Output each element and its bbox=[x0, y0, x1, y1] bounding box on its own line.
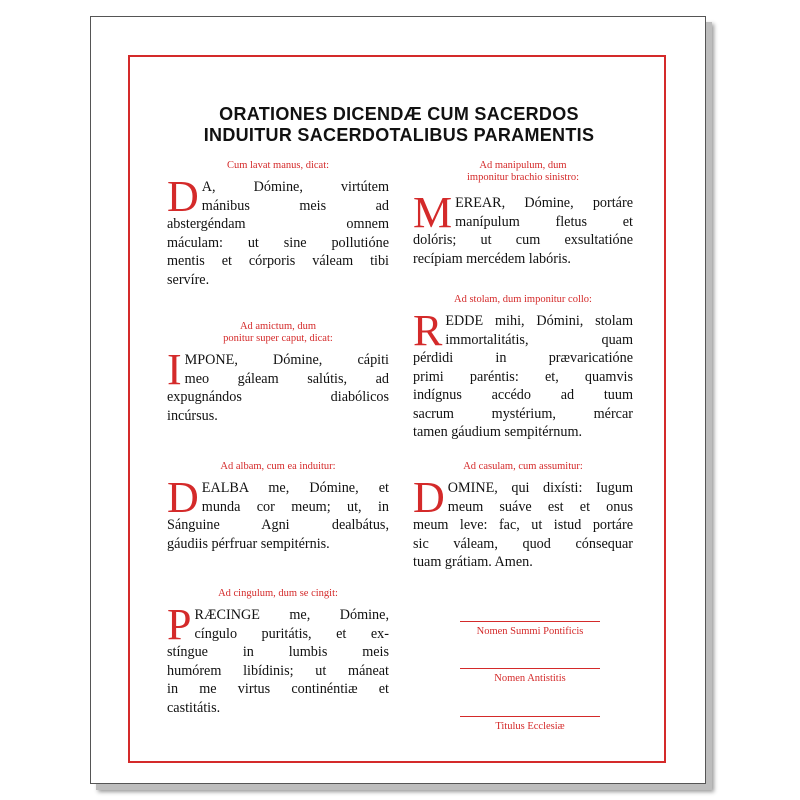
prayer-section-stole bbox=[413, 294, 633, 442]
signature-label: Nomen Summi Pontificis bbox=[476, 626, 584, 637]
rubric bbox=[413, 294, 633, 306]
prayer-text bbox=[413, 473, 633, 572]
page-title bbox=[130, 104, 668, 146]
prayer-line: OMINE, qui dixísti: Iugum bbox=[447, 480, 633, 496]
prayer-line: tamen gáudium sempitérnum. bbox=[413, 424, 583, 440]
prayer-line: tuam grátiam. Amen. bbox=[413, 554, 533, 570]
drop-cap: D bbox=[413, 473, 445, 522]
prayer-section-amice bbox=[167, 321, 389, 425]
rubric bbox=[167, 461, 389, 473]
prayer-line: meum leve: fac, ut istud portáre bbox=[413, 517, 633, 533]
prayer-line: cíngulo puritátis, et ex- bbox=[194, 625, 389, 642]
rubric bbox=[167, 588, 389, 600]
prayer-text bbox=[167, 600, 389, 717]
prayer-line: RÆCINGE me, Dómine, bbox=[194, 607, 389, 623]
red-border-frame bbox=[128, 55, 666, 763]
title-line-2: INDUITUR SACERDOTALIBUS PARAMENTIS bbox=[203, 125, 595, 145]
signature-bishop bbox=[460, 668, 600, 684]
drop-cap: D bbox=[167, 473, 199, 522]
drop-cap: M bbox=[413, 188, 453, 237]
prayer-text bbox=[413, 306, 633, 442]
rubric bbox=[167, 321, 389, 345]
rubric-line: Ad amictum, dum bbox=[239, 321, 317, 332]
rubric-line: Cum lavat manus, dicat: bbox=[226, 160, 330, 171]
prayer-line: castitátis. bbox=[167, 699, 221, 716]
drop-cap: P bbox=[167, 600, 192, 649]
signature-label: Titulus Ecclesiæ bbox=[495, 721, 565, 732]
prayer-section-chasuble bbox=[413, 461, 633, 572]
prayer-line: EREAR, Dómine, portáre bbox=[455, 195, 633, 211]
rubric-line: ponitur super caput, dicat: bbox=[223, 333, 333, 344]
prayer-line: sacrum mystérium, mércar bbox=[413, 405, 633, 422]
rubric-line: Ad albam, cum ea induitur: bbox=[220, 461, 336, 472]
prayer-line: primi paréntis: et, quamvis bbox=[413, 368, 633, 385]
prayer-line: EALBA me, Dómine, et bbox=[201, 480, 389, 496]
prayer-section-cincture bbox=[167, 588, 389, 717]
prayer-line: incúrsus. bbox=[167, 407, 218, 424]
prayer-text bbox=[167, 345, 389, 425]
prayer-line: mánibus meis ad bbox=[201, 197, 389, 214]
prayer-line: MPONE, Dómine, cápiti bbox=[184, 352, 389, 368]
prayer-line: meum suáve est et onus bbox=[447, 498, 633, 515]
drop-cap: I bbox=[167, 345, 182, 394]
prayer-line: gáudiis pérfruar sempitérnis. bbox=[167, 535, 330, 552]
prayer-line: manípulum fletus et bbox=[455, 213, 633, 230]
prayer-line: abstergéndam omnem bbox=[167, 216, 389, 232]
signature-rule bbox=[460, 668, 600, 669]
prayer-section-alb bbox=[167, 461, 389, 553]
prayer-line: EDDE mihi, Dómini, stolam bbox=[445, 313, 633, 329]
title-line-1: ORATIONES DICENDÆ CUM SACERDOS bbox=[219, 104, 579, 124]
prayer-section-maniple bbox=[413, 160, 633, 268]
prayer-text bbox=[167, 473, 389, 553]
prayer-line: munda cor meum; ut, in bbox=[201, 498, 389, 515]
drop-cap: D bbox=[167, 172, 199, 221]
prayer-line: recípiam mercédem labóris. bbox=[413, 250, 571, 267]
prayer-line: máculam: ut sine pollutióne bbox=[167, 234, 389, 251]
signature-label: Nomen Antistitis bbox=[494, 673, 566, 684]
drop-cap: R bbox=[413, 306, 443, 355]
prayer-line: mentis et córporis váleam tibi bbox=[167, 253, 389, 269]
prayer-line: pérdidi in prævaricatióne bbox=[413, 350, 633, 366]
prayer-line: immortalitátis, quam bbox=[445, 331, 633, 348]
signature-rule bbox=[460, 716, 600, 717]
signature-pontiff bbox=[460, 621, 600, 637]
prayer-line: dolóris; ut cum exsultatióne bbox=[413, 232, 633, 248]
rubric-line: Ad cingulum, dum se cingit: bbox=[218, 588, 338, 599]
prayer-line: humórem libídinis; ut máneat bbox=[167, 662, 389, 679]
rubric bbox=[413, 461, 633, 473]
prayer-line: sic váleam, quod cónsequar bbox=[413, 535, 633, 552]
rubric-line: Ad casulam, cum assumitur: bbox=[463, 461, 583, 472]
prayer-line: Sánguine Agni dealbátus, bbox=[167, 517, 389, 533]
prayer-line: indígnus accédo ad tuum bbox=[413, 387, 633, 403]
prayer-section-hands bbox=[167, 160, 389, 289]
prayer-line: expugnándos diabólicos bbox=[167, 389, 389, 405]
prayer-text bbox=[413, 188, 633, 268]
rubric-line: imponitur brachio sinistro: bbox=[467, 172, 579, 183]
signature-rule bbox=[460, 621, 600, 622]
prayer-line: in me virtus continéntiæ et bbox=[167, 681, 389, 697]
altar-card bbox=[90, 16, 706, 784]
rubric bbox=[413, 160, 633, 184]
prayer-line: A, Dómine, virtútem bbox=[201, 179, 389, 195]
prayer-text bbox=[167, 172, 389, 289]
rubric-line: Ad manipulum, dum bbox=[479, 160, 567, 171]
prayer-line: servíre. bbox=[167, 271, 210, 288]
rubric bbox=[167, 160, 389, 172]
prayer-line: stíngue in lumbis meis bbox=[167, 644, 389, 660]
rubric-line: Ad stolam, dum imponitur collo: bbox=[454, 294, 592, 305]
signature-church bbox=[460, 716, 600, 732]
prayer-line: meo gáleam salútis, ad bbox=[184, 370, 389, 387]
